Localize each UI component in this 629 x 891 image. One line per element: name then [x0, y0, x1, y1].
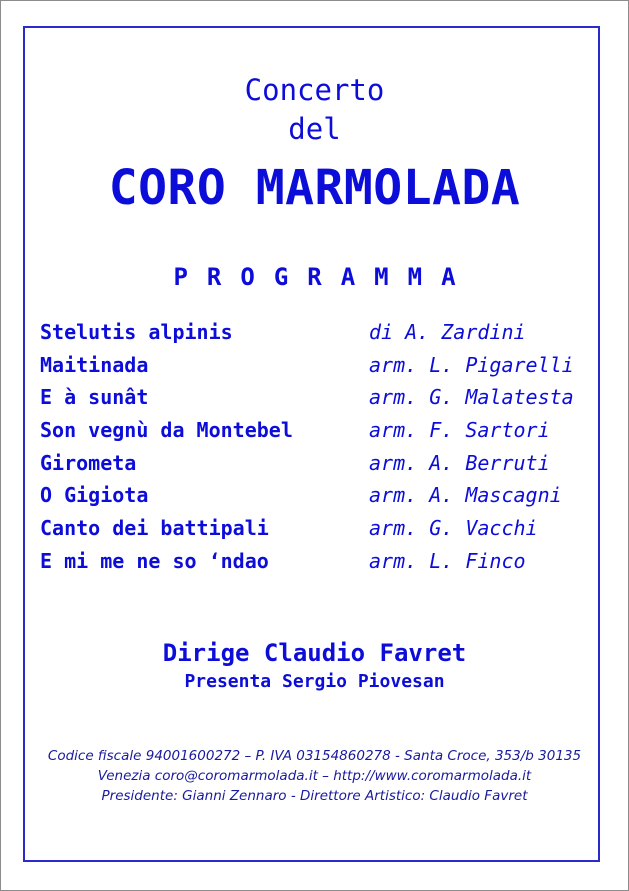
program-item [40, 414, 600, 447]
song-arranger: arm. F. Sartori [369, 418, 550, 443]
footer-info [0, 746, 629, 806]
title-concerto: Concerto [244, 73, 385, 107]
program-heading: PROGRAMMA [173, 263, 475, 291]
program-item [40, 512, 600, 545]
song-title: Canto dei battipali [40, 516, 269, 541]
song-arranger: arm. A. Berruti [369, 450, 550, 475]
song-arranger: arm. L. Pigarelli [369, 352, 574, 377]
song-title: E à sunât [40, 385, 149, 410]
program-list [40, 316, 600, 578]
song-arranger: arm. G. Vacchi [369, 516, 538, 541]
song-title: E mi me ne so ‘ndao [40, 548, 269, 573]
song-arranger: di A. Zardini [369, 320, 526, 344]
program-item [40, 545, 600, 578]
song-arranger: arm. A. Mascagni [369, 483, 562, 508]
footer-contact-line: Venezia coro@coromarmolada.it – http://www.coromarmolada.it [97, 768, 532, 784]
title-del: del [288, 112, 341, 146]
song-arranger: arm. G. Malatesta [369, 385, 574, 410]
song-title: Son vegnù da Montebel [40, 418, 293, 443]
song-arranger: arm. L. Finco [369, 548, 526, 573]
footer-fiscal-line: Codice fiscale 94001600272 – P. IVA 03154860278 - Santa Croce, 353/b 30135 [47, 748, 582, 764]
director-line: Dirige Claudio Favret [162, 639, 467, 667]
presenter-line: Presenta Sergio Piovesan [184, 671, 445, 692]
song-title: O Gigiota [40, 483, 149, 508]
footer-officers-line: Presidente: Gianni Zennaro - Direttore Artistico: Claudio Favret [101, 788, 528, 804]
program-item [40, 349, 600, 382]
program-item [40, 316, 600, 349]
choir-name: CORO MARMOLADA [108, 160, 521, 216]
program-item [40, 447, 600, 480]
song-title: Maitinada [40, 352, 149, 377]
song-title: Stelutis alpinis [40, 320, 233, 344]
program-item [40, 381, 600, 414]
program-item [40, 479, 600, 512]
song-title: Girometa [40, 450, 137, 475]
